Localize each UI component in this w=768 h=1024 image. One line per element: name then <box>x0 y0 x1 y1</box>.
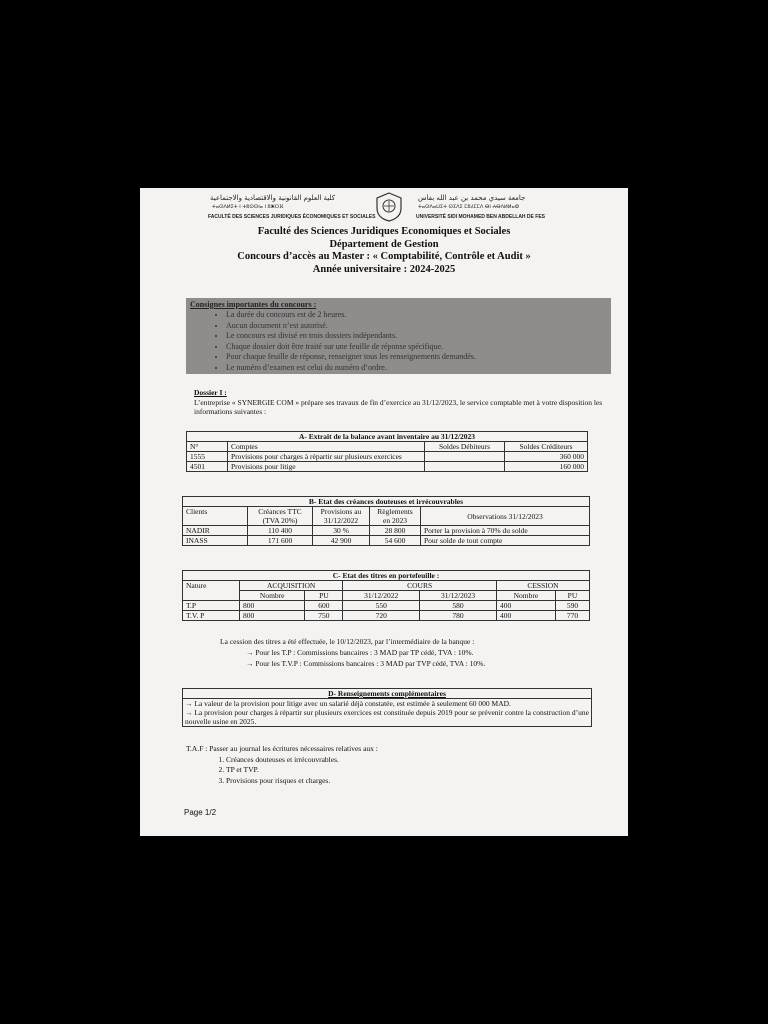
cell: Porter la provision à 70% du solde <box>421 526 590 536</box>
column-header: Nombre <box>496 591 555 601</box>
column-header: Soldes Créditeurs <box>505 442 588 452</box>
cell: 1555 <box>187 452 228 462</box>
consignes-title: Consignes importantes du concours : <box>190 300 317 309</box>
table-row <box>183 601 590 611</box>
cession-note-line: La cession des titres a été effectuée, le 10/12/2023, par l’intermédiaire de la banque : <box>220 637 475 646</box>
taf-section <box>186 744 586 786</box>
cell: 42 900 <box>313 536 370 546</box>
cell: 750 <box>305 611 343 621</box>
page-number: Page 1/2 <box>184 808 217 817</box>
column-header: Provisions au 31/12/2022 <box>313 507 370 526</box>
column-header: Créances TTC (TVA 20%) <box>248 507 313 526</box>
department-title: Département de Gestion <box>329 238 439 250</box>
cell: 550 <box>343 601 420 611</box>
document-page <box>140 188 628 836</box>
cell: 54 600 <box>370 536 421 546</box>
column-header: Règlements en 2023 <box>370 507 421 526</box>
renseignement-item: → La valeur de la provision pour litige avec un salarié déjà constatée, est estimée à seulement 60 000 MAD. <box>185 699 511 708</box>
cession-note-line: → Pour les T.P : Commissions bancaires : 3 MAD par TP cédé, TVA : 10%. <box>246 648 474 657</box>
cell: 800 <box>240 601 305 611</box>
column-header: 31/12/2023 <box>420 591 497 601</box>
university-arabic-name: جامعة سيدي محمد بن عبد الله بفاس <box>418 194 526 202</box>
cell: 400 <box>496 611 555 621</box>
cell: 4501 <box>187 462 228 472</box>
renseignement-item: → La provision pour charges à répartir sur plusieurs exercices est constituée depuis 2019 pour se prévenir contre la construction d’une nouvelle usine en 2025. <box>185 708 589 726</box>
cell: INASS <box>183 536 248 546</box>
cell: 30 % <box>313 526 370 536</box>
column-header: PU <box>305 591 343 601</box>
taf-item: 2. TP et TVP. <box>226 765 586 776</box>
titres-table <box>182 570 590 621</box>
table-row <box>187 452 588 462</box>
cell <box>425 452 505 462</box>
consigne-item: • Aucun document n’est autorisé. <box>226 321 611 332</box>
renseignements-title: D- Renseignements complémentaires <box>183 689 591 699</box>
consignes-box <box>186 298 611 374</box>
cell: 600 <box>305 601 343 611</box>
cell: 171 600 <box>248 536 313 546</box>
cell: 160 000 <box>505 462 588 472</box>
cell: 590 <box>555 601 589 611</box>
document-title-block <box>140 226 628 276</box>
column-header: Clients <box>183 507 248 526</box>
cell: 770 <box>555 611 589 621</box>
table-caption: A- Extrait de la balance avant inventaire au 31/12/2023 <box>187 432 588 442</box>
renseignements-box <box>182 688 592 727</box>
consigne-item: • Chaque dossier doit être traité sur une feuille de réponse spécifique. <box>226 342 611 353</box>
cell: Provisions pour litige <box>228 462 425 472</box>
column-header: Soldes Débiteurs <box>425 442 505 452</box>
cell: Pour solde de tout compte <box>421 536 590 546</box>
faculty-arabic-name: كلية العلوم القانونية والاقتصادية والاجتماعية <box>210 194 336 202</box>
taf-item: 3. Provisions pour risques et charges. <box>226 776 586 787</box>
taf-item: 1. Créances douteuses et irrécouvrables. <box>226 755 586 766</box>
consigne-item: • Le numéro d’examen est celui du numéro d’ordre. <box>226 363 611 374</box>
column-header: Nature <box>183 581 240 601</box>
table-row <box>187 462 588 472</box>
university-french-small: UNIVERSITÉ SIDI MOHAMED BEN ABDELLAH DE FES <box>416 214 545 220</box>
cell: 360 000 <box>505 452 588 462</box>
balance-table <box>186 431 588 472</box>
concours-title: Concours d’accès au Master : « Comptabilité, Contrôle et Audit » <box>237 251 531 262</box>
cell: 28 800 <box>370 526 421 536</box>
column-header: Nombre <box>240 591 305 601</box>
cession-note-line: → Pour les T.V.P : Commissions bancaires : 3 MAD par TVP cédé, TVA : 10%. <box>246 659 486 668</box>
creances-table <box>182 496 590 546</box>
column-header: PU <box>555 591 589 601</box>
cell: 800 <box>240 611 305 621</box>
consigne-item: • La durée du concours est de 2 heures. <box>226 310 611 321</box>
cession-note <box>220 636 600 669</box>
faculty-title: Faculté des Sciences Juridiques Economiques et Sociales <box>257 226 511 237</box>
column-header: Observations 31/12/2023 <box>421 507 590 526</box>
taf-list <box>186 755 586 787</box>
university-tifinagh-name: ⵜⴰⵙⴷⴰⵡⵉⵜ ⵙⵉⴷⵉ ⵎⵓⵃⵎⵎⴷ ⴱⵏ ⵄⴱⴷⵍⵍⴰⵀ <box>418 204 520 210</box>
taf-intro: T.A.F : Passer au journal les écritures nécessaires relatives aux : <box>186 744 378 753</box>
faculty-french-small: FACULTÉ DES SCIENCES JURIDIQUES ÉCONOMIQUES ET SOCIALES <box>208 214 376 220</box>
column-header: ACQUISITION <box>240 581 343 591</box>
column-header: 31/12/2022 <box>343 591 420 601</box>
column-header: CESSION <box>496 581 589 591</box>
table-caption: B- Etat des créances douteuses et irrécouvrables <box>183 497 590 507</box>
column-header: COURS <box>343 581 497 591</box>
faculty-tifinagh-name: ⵜⴰⵙⴷⵍⵉⵜ ⵏ ⵜⵓⵙⵙⵏⴰ ⵏ ⵓⵥⵔⴼ <box>212 204 284 210</box>
cell: 780 <box>420 611 497 621</box>
cell: NADIR <box>183 526 248 536</box>
table-row <box>183 526 590 536</box>
cell: 580 <box>420 601 497 611</box>
consignes-list <box>186 310 611 373</box>
consigne-item: • Le concours est divisé en trois dossiers indépendants. <box>226 331 611 342</box>
university-logo-icon <box>375 192 403 222</box>
dossier-section <box>194 388 606 417</box>
table-row <box>183 536 590 546</box>
column-header: Comptes <box>228 442 425 452</box>
dossier-intro: L’entreprise « SYNERGIE COM » prépare ses travaux de fin d’exercice au 31/12/2023, le service comptable met à votre disposition les informations suivantes : <box>194 397 603 416</box>
dossier-title: Dossier I : <box>194 388 227 397</box>
table-caption: C- Etat des titres en portefeuille : <box>183 571 590 581</box>
academic-year: Année universitaire : 2024-2025 <box>312 263 456 275</box>
left-black-margin <box>0 0 140 1024</box>
consigne-item: • Pour chaque feuille de réponse, renseigner tous les renseignements demandés. <box>226 352 611 363</box>
cell: T.P <box>183 601 240 611</box>
table-row <box>183 611 590 621</box>
right-black-margin <box>628 0 768 1024</box>
cell: 400 <box>496 601 555 611</box>
cell: T.V. P <box>183 611 240 621</box>
cell: 720 <box>343 611 420 621</box>
cell <box>425 462 505 472</box>
cell: Provisions pour charges à répartir sur plusieurs exercices <box>228 452 425 462</box>
cell: 110 400 <box>248 526 313 536</box>
column-header: N° <box>187 442 228 452</box>
